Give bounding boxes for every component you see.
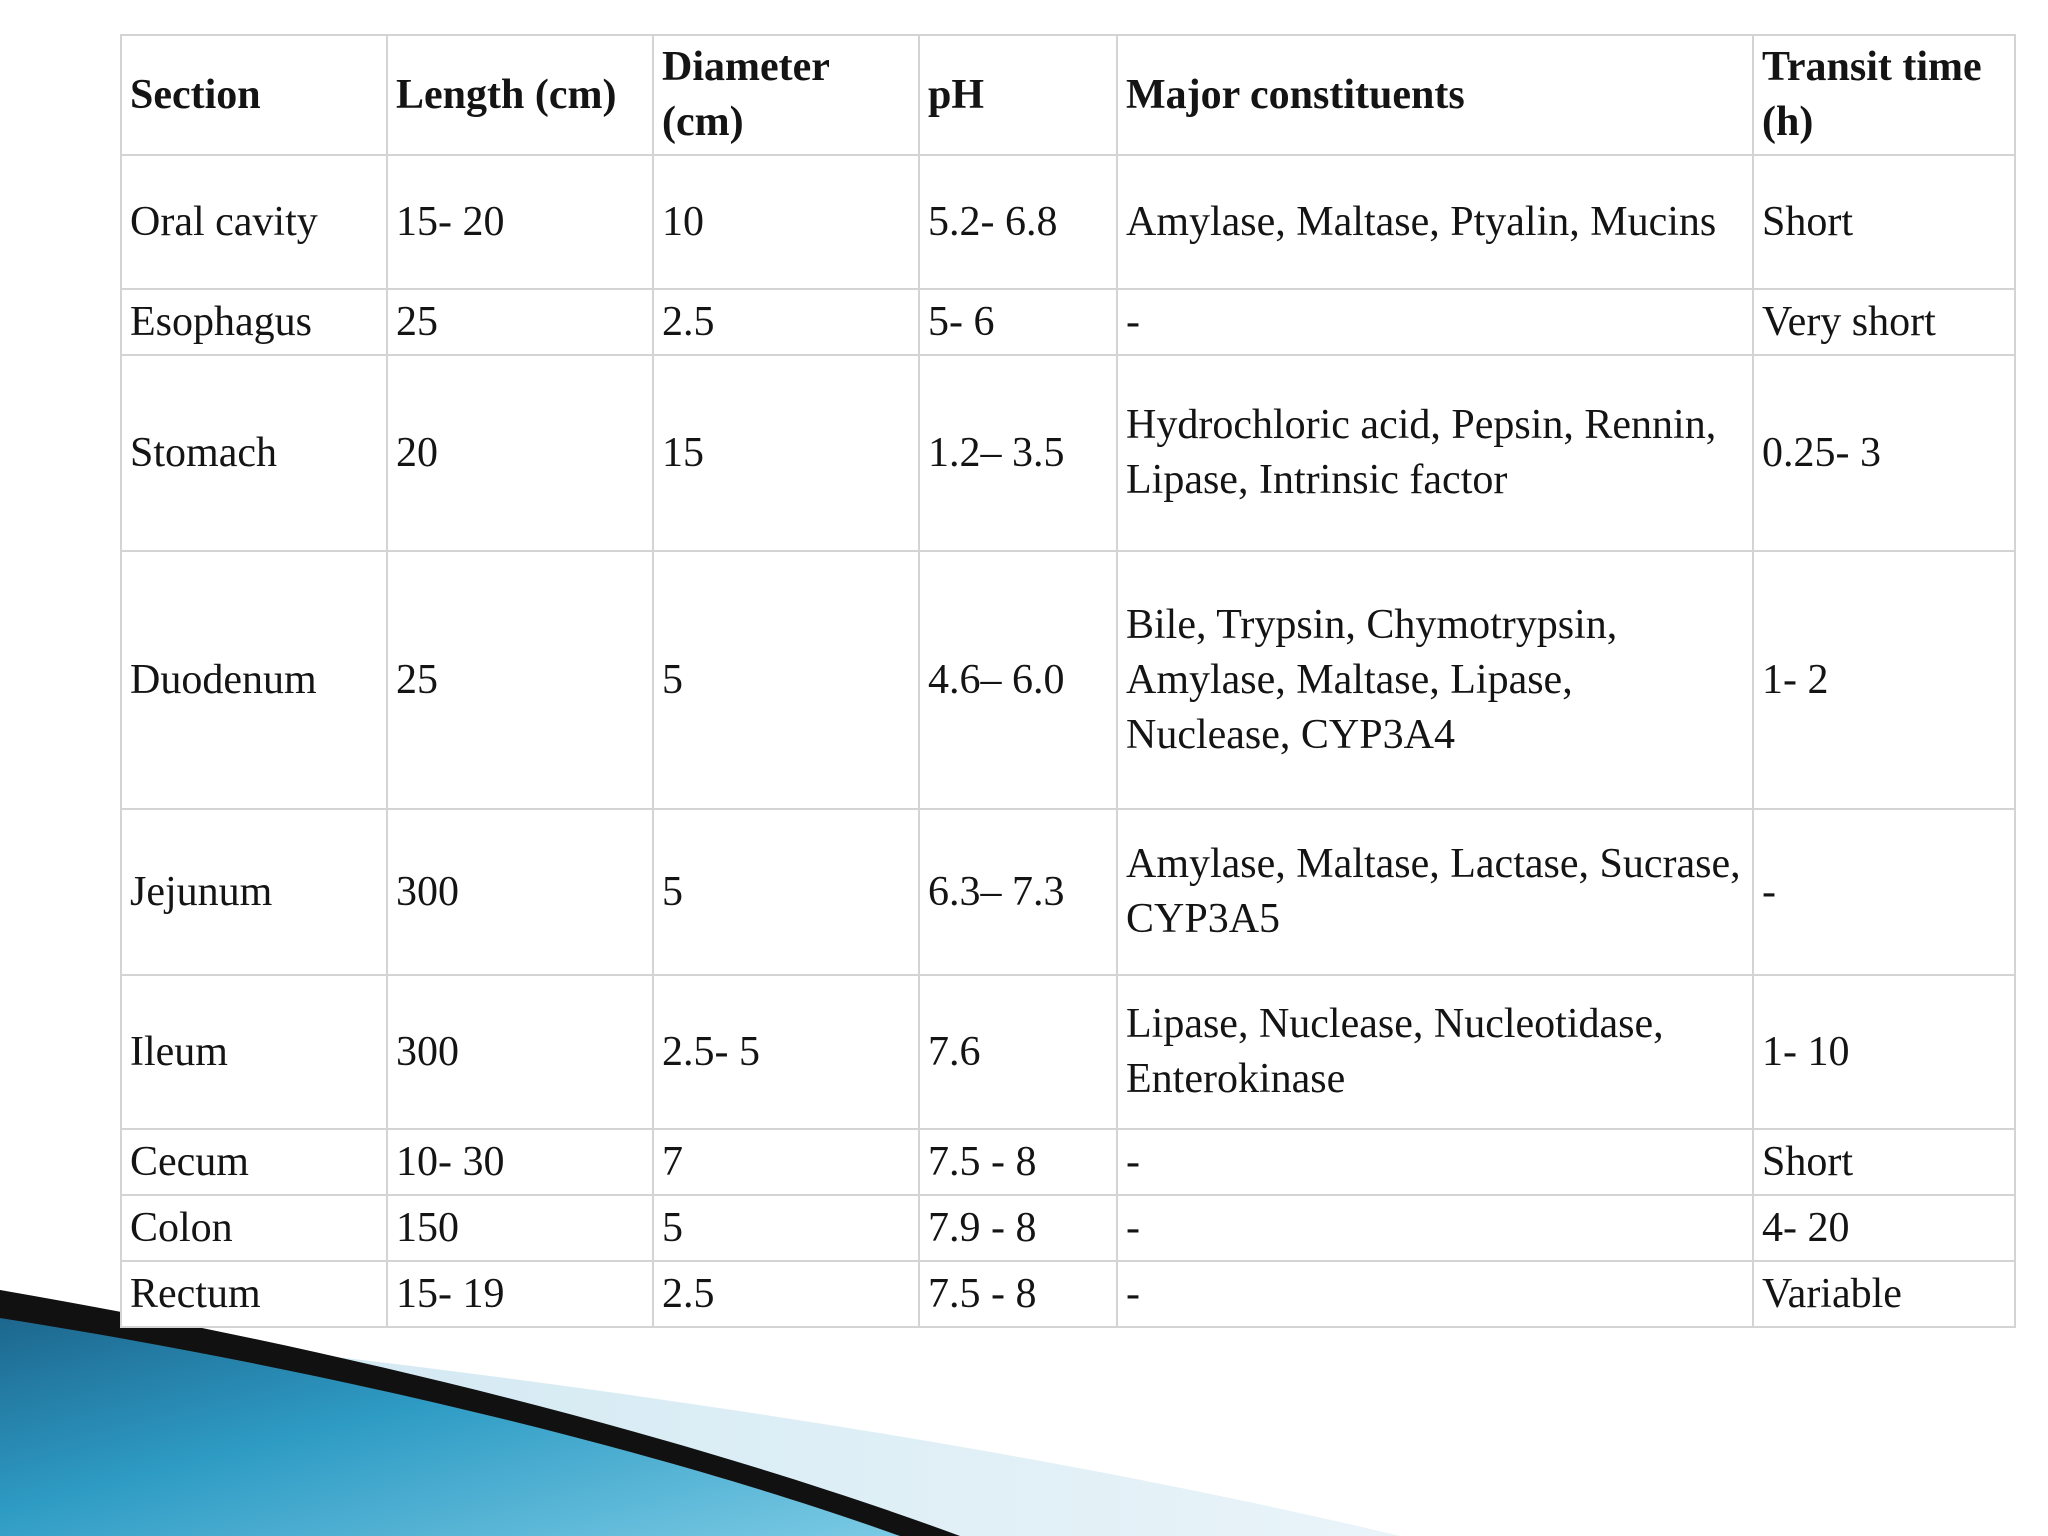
- cell-diameter: 2.5- 5: [653, 975, 919, 1129]
- cell-transit-time: Short: [1753, 1129, 2015, 1195]
- cell-transit-time: Variable: [1753, 1261, 2015, 1327]
- cell-ph: 1.2– 3.5: [919, 355, 1117, 551]
- cell-length: 25: [387, 289, 653, 355]
- cell-major-constituents: Bile, Trypsin, Chymotrypsin, Amylase, Maltase, Lipase, Nuclease, CYP3A4: [1117, 551, 1753, 809]
- header-ph: pH: [919, 35, 1117, 155]
- cell-ph: 4.6– 6.0: [919, 551, 1117, 809]
- cell-length: 300: [387, 809, 653, 975]
- cell-section: Jejunum: [121, 809, 387, 975]
- cell-major-constituents: -: [1117, 1261, 1753, 1327]
- cell-section: Ileum: [121, 975, 387, 1129]
- cell-length: 15- 19: [387, 1261, 653, 1327]
- cell-major-constituents: Amylase, Maltase, Ptyalin, Mucins: [1117, 155, 1753, 289]
- cell-length: 15- 20: [387, 155, 653, 289]
- cell-section: Cecum: [121, 1129, 387, 1195]
- cell-diameter: 2.5: [653, 1261, 919, 1327]
- table-row: [121, 355, 2015, 551]
- table-row: [121, 1261, 2015, 1327]
- table-row: [121, 155, 2015, 289]
- cell-ph: 7.5 - 8: [919, 1129, 1117, 1195]
- header-diameter: Diameter (cm): [653, 35, 919, 155]
- cell-section: Esophagus: [121, 289, 387, 355]
- cell-length: 300: [387, 975, 653, 1129]
- cell-section: Duodenum: [121, 551, 387, 809]
- cell-diameter: 2.5: [653, 289, 919, 355]
- cell-ph: 7.5 - 8: [919, 1261, 1117, 1327]
- gi-tract-table: [120, 34, 2016, 1328]
- table-header-row: [121, 35, 2015, 155]
- cell-major-constituents: -: [1117, 1195, 1753, 1261]
- cell-transit-time: Very short: [1753, 289, 2015, 355]
- cell-major-constituents: Lipase, Nuclease, Nucleotidase, Enterokinase: [1117, 975, 1753, 1129]
- cell-section: Colon: [121, 1195, 387, 1261]
- cell-transit-time: 0.25- 3: [1753, 355, 2015, 551]
- cell-transit-time: Short: [1753, 155, 2015, 289]
- cell-ph: 7.9 - 8: [919, 1195, 1117, 1261]
- cell-transit-time: 1- 10: [1753, 975, 2015, 1129]
- cell-diameter: 5: [653, 551, 919, 809]
- cell-length: 150: [387, 1195, 653, 1261]
- cell-major-constituents: -: [1117, 289, 1753, 355]
- cell-diameter: 15: [653, 355, 919, 551]
- cell-section: Rectum: [121, 1261, 387, 1327]
- cell-section: Stomach: [121, 355, 387, 551]
- cell-major-constituents: -: [1117, 1129, 1753, 1195]
- header-section: Section: [121, 35, 387, 155]
- header-length: Length (cm): [387, 35, 653, 155]
- cell-diameter: 5: [653, 1195, 919, 1261]
- cell-length: 10- 30: [387, 1129, 653, 1195]
- cell-ph: 5.2- 6.8: [919, 155, 1117, 289]
- cell-ph: 6.3– 7.3: [919, 809, 1117, 975]
- cell-transit-time: 4- 20: [1753, 1195, 2015, 1261]
- cell-ph: 5- 6: [919, 289, 1117, 355]
- table-row: [121, 551, 2015, 809]
- cell-transit-time: -: [1753, 809, 2015, 975]
- cell-section: Oral cavity: [121, 155, 387, 289]
- cell-major-constituents: Amylase, Maltase, Lactase, Sucrase, CYP3A5: [1117, 809, 1753, 975]
- header-transit-time: Transit time (h): [1753, 35, 2015, 155]
- table-row: [121, 975, 2015, 1129]
- cell-diameter: 10: [653, 155, 919, 289]
- header-major-constituents: Major constituents: [1117, 35, 1753, 155]
- cell-length: 20: [387, 355, 653, 551]
- cell-ph: 7.6: [919, 975, 1117, 1129]
- cell-major-constituents: Hydrochloric acid, Pepsin, Rennin, Lipase, Intrinsic factor: [1117, 355, 1753, 551]
- table-row: [121, 809, 2015, 975]
- cell-diameter: 5: [653, 809, 919, 975]
- cell-length: 25: [387, 551, 653, 809]
- table-row: [121, 289, 2015, 355]
- cell-diameter: 7: [653, 1129, 919, 1195]
- cell-transit-time: 1- 2: [1753, 551, 2015, 809]
- table-row: [121, 1195, 2015, 1261]
- table-row: [121, 1129, 2015, 1195]
